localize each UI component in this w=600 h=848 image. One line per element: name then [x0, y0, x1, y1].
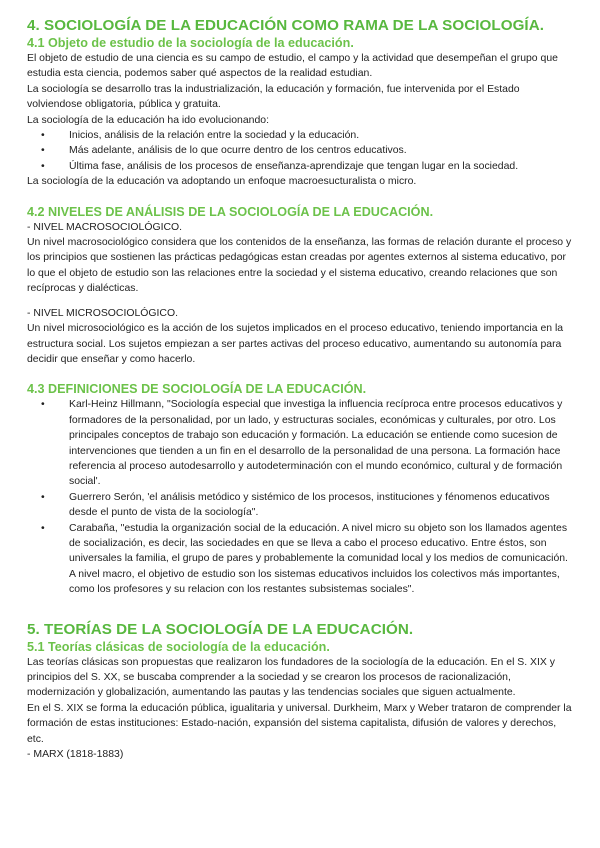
section-5-1-paragraph-2: En el S. XIX se forma la educación pública, igualitaria y universal. Durkheim, Marx y Weber trataron de comprender la formación de estas instituciones: Estado-nación, expansión del sistema capitalista, difusión de valores y derechos, etc. [27, 702, 572, 745]
section-4-1-title: 4.1 Objeto de estudio de la sociología de la educación. [27, 36, 354, 50]
section-4-title: 4. SOCIOLOGÍA DE LA EDUCACIÓN COMO RAMA DE LA SOCIOLOGÍA. [27, 17, 544, 34]
section-4-1-paragraph-2: La sociología se desarrollo tras la industrialización, la educación y formación, fue intervenida por el Estado volviendose obligatoria, pública y gratuita. [27, 83, 520, 111]
section-4-1-paragraph-3: La sociología de la educación ha ido evolucionando: [27, 114, 269, 126]
section-5-1-paragraph-1: Las teorías clásicas son propuestas que realizaron los fundadores de la sociología de la educación. En el S. XIX y principios del S. XX, se buscaba comprender a la sociedad y se crearon los procesos de racionalización, modernización y globalización, aumentando las pautas y las tendencias sociales que siguen actualmente. [27, 656, 555, 699]
section-4-2-title: 4.2 NIVELES DE ANÁLISIS DE LA SOCIOLOGÍA DE LA EDUCACIÓN. [27, 204, 434, 219]
micro-level-text: Un nivel microsociológico es la acción de los sujetos implicados en el proceso educativo, teniendo importancia en la estructura social. Los sujetos empiezan a ser partes activas del proceso educativo, aumentando su autonomía para decidir que enseñar y como hacerlo. [27, 323, 564, 365]
bullet-icon: • [41, 522, 45, 534]
bullet-icon: • [41, 399, 45, 411]
bullet-item: • Carabaña, "estudia la organización social de la educación. A nivel micro su objeto son los llamados agentes de socialización, es decir, las sociedades en que se lleva a cabo el proceso educativo. Entre éstos, son universales la familia, el grupo de pares y probablemente la comunidad local y los medios de comunicación. A nivel macro, el objetivo de estudio son los sistemas educativos incluidos los colectivos más importantes, como los profesores y su relacion con los restantes subsistemas sociales". [41, 522, 568, 596]
macro-level-text: Un nivel macrosociológico considera que los contenidos de la enseñanza, las formas de relación durante el proceso y los principios que sostienen las prácticas pedagógicas estan creadas por agentes externos al sistema educativo, por lo que el objeto de estudio son las relaciones entre la sociedad y el sistema educativo, creando relaciones que son recíprocas y dialécticas. [27, 237, 572, 295]
section-4-3-bullet-list [27, 397, 575, 597]
marx-heading: - MARX (1818-1883) [27, 749, 124, 761]
document-page [27, 16, 575, 762]
section-4-1-paragraph-4: La sociología de la educación va adoptando un enfoque macroesucturalista o micro. [27, 176, 417, 188]
bullet-item: • Inicios, análisis de la relación entre la sociedad y la educación. [27, 128, 575, 143]
bullet-item: • Guerrero Serón, 'el análisis metódico y sistémico de los procesos, instituciones y fénomenos educativos desde el punto de vista de la sociología". [41, 491, 550, 519]
section-4-3-title: 4.3 DEFINICIONES DE SOCIOLOGÍA DE LA EDUCACIÓN. [27, 382, 367, 397]
section-4-1-bullet-list [27, 128, 575, 174]
section-4-1-paragraph-1: El objeto de estudio de una ciencia es su campo de estudio, el campo y la actividad que desempeñan el grupo que estudia esta ciencia, podemos saber qué aspectos de la realidad estudian. [27, 53, 558, 80]
bullet-icon: • [41, 130, 45, 142]
bullet-icon: • [41, 160, 45, 172]
section-5-1-title: 5.1 Teorías clásicas de sociología de la educación. [27, 639, 330, 654]
bullet-item: • Más adelante, análisis de lo que ocurre dentro de los centros educativos. [27, 143, 575, 158]
micro-level-label: - NIVEL MICROSOCIOLÓGICO. [27, 307, 178, 319]
bullet-icon: • [41, 145, 45, 157]
bullet-item: • Karl-Heinz Hillmann, "Sociología especial que investiga la influencia recíproca entre procesos educativos y formadores de la personalidad, por un lado, y estructuras sociales, económicas y culturales, por otro. Los principales conceptos de trabajo son educación y formación. La educación se entiende como sucesion de intervenciones que tienden a un fin en el desarrollo de la personalidad de una persona. La formación hace referencia al proceso autodesarrollo y autodeterminación con el mundo económico, cultural y de formación social'. [41, 399, 563, 488]
bullet-icon: • [41, 491, 45, 503]
section-5-title: 5. TEORÍAS DE LA SOCIOLOGÍA DE LA EDUCACIÓN. [27, 620, 414, 638]
bullet-item: • Última fase, análisis de los procesos de enseñanza-aprendizaje que tengan lugar en la sociedad. [27, 159, 575, 174]
macro-level-label: - NIVEL MACROSOCIOLÓGICO. [27, 221, 183, 233]
